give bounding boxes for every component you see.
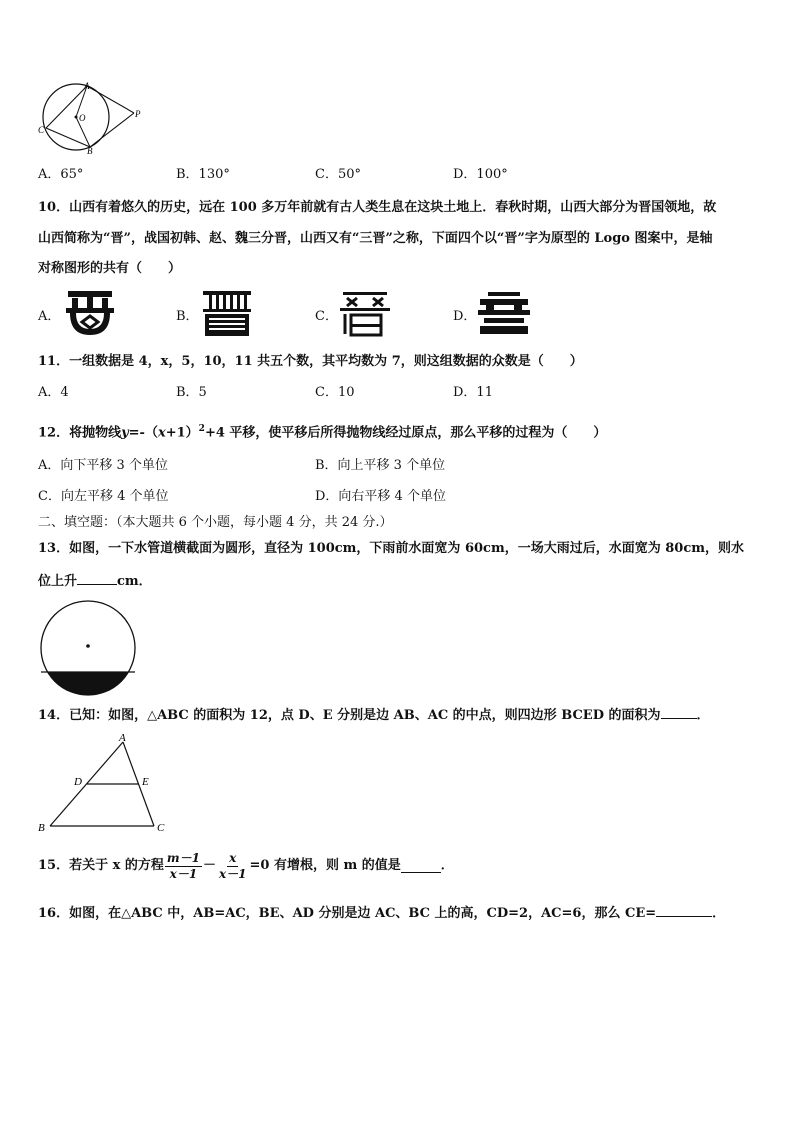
q10-line-1: 10．山西有着悠久的历史，远在 100 多万年前就有古人类生息在这块土地上．春秋时期，山西大部分为晋国领地，故 bbox=[38, 200, 717, 215]
q10-line-3: 对称图形的共有（ ） bbox=[38, 261, 182, 276]
q14-label-a: A bbox=[119, 732, 126, 744]
q14-label-b: B bbox=[38, 822, 45, 834]
q12-option-d: D．向右平移 4 个单位 bbox=[315, 489, 446, 504]
q14-stem bbox=[38, 706, 710, 725]
q9-figure bbox=[34, 80, 154, 155]
q15-fraction-2-numerator: x bbox=[229, 850, 237, 865]
q10-option-d-label: D． bbox=[453, 309, 477, 324]
q9-label-a: A bbox=[84, 81, 90, 91]
q15-stem-end: ． bbox=[440, 858, 454, 873]
q10-option-b-label: B． bbox=[176, 309, 199, 324]
q16-answer-blank[interactable] bbox=[656, 904, 712, 917]
q12-option-c: C．向左平移 4 个单位 bbox=[38, 489, 169, 504]
q9-label-p: P bbox=[135, 109, 141, 119]
section-heading-fill-in: 二、填空题：（本大题共 6 个小题，每小题 4 分，共 24 分.） bbox=[38, 515, 393, 530]
q12-stem bbox=[38, 420, 606, 442]
q13-center-dot bbox=[86, 644, 90, 648]
q10-option-a-label: A． bbox=[38, 309, 61, 324]
q9-label-b: B bbox=[87, 146, 93, 155]
q13-pipe-figure bbox=[36, 600, 140, 698]
q14-label-e: E bbox=[142, 776, 149, 788]
q13-line-2-post: cm． bbox=[117, 574, 152, 589]
q15-fraction-1-denominator: x－1 bbox=[169, 866, 198, 881]
jin-logo-c-icon bbox=[337, 288, 393, 338]
q15-fraction-2 bbox=[217, 851, 249, 882]
jin-logo-d-icon bbox=[476, 288, 532, 338]
q9-option-a: A．65° bbox=[38, 167, 84, 182]
q15-fraction-2-denominator: x－1 bbox=[218, 866, 247, 881]
q12-option-a: A．向下平移 3 个单位 bbox=[38, 458, 168, 473]
jin-logo-b-icon bbox=[199, 288, 255, 338]
q13-line-2-pre: 位上升 bbox=[38, 574, 78, 589]
q13-water-region bbox=[36, 672, 140, 698]
q9-option-b: B．130° bbox=[176, 167, 230, 182]
q14-stem-text: 14．已知：如图，△ABC 的面积为 12，点 D、E 分别是边 AB、AC 的中点，则四边形 BCED 的面积为 bbox=[38, 708, 661, 723]
q15-answer-blank[interactable] bbox=[401, 860, 441, 873]
q10-option-c-label: C． bbox=[315, 309, 338, 324]
q9-chord-cb bbox=[46, 128, 90, 147]
jin-logo-a-icon bbox=[62, 288, 118, 338]
q15-fraction-1-numerator: m－1 bbox=[166, 850, 200, 865]
q12-option-b: B．向上平移 3 个单位 bbox=[315, 458, 446, 473]
q10-line-2: 山西简称为“晋”，战国初韩、赵、魏三分晋，山西又有“三晋”之称，下面四个以“晋”字为原型的 Logo 图案中，是轴 bbox=[38, 231, 713, 246]
q12-expr-x: x bbox=[157, 425, 166, 441]
q11-stem: 11．一组数据是 4，x，5，10，11 共五个数，其平均数为 7，则这组数据的众数是（ ） bbox=[38, 354, 583, 369]
q11-option-a: A．4 bbox=[38, 385, 69, 400]
q12-stem-pre: 12．将抛物线 bbox=[38, 425, 122, 441]
q15-stem-post: =0 有增根，则 m 的值是 bbox=[249, 858, 401, 873]
q14-label-c: C bbox=[157, 822, 165, 834]
q12-expr-sup: 2 bbox=[198, 424, 205, 434]
q12-expr-tail: +4 平移，使平移后所得抛物线经过原点，那么平移的过程为（ ） bbox=[204, 425, 607, 441]
q13-line-1: 13．如图，一下水管道横截面为圆形，直径为 100cm，下雨前水面宽为 60cm，一场大雨过后，水面宽为 80cm，则水 bbox=[38, 541, 744, 556]
q16-stem-end: ． bbox=[712, 906, 726, 921]
q11-option-d: D．11 bbox=[453, 385, 493, 400]
q15-minus: － bbox=[202, 858, 216, 873]
q9-option-c: C．50° bbox=[315, 167, 361, 182]
q9-label-o: O bbox=[79, 113, 86, 123]
q9-option-d: D．100° bbox=[453, 167, 508, 182]
q9-tangent-pa bbox=[87, 86, 134, 113]
q11-option-c: C．10 bbox=[315, 385, 355, 400]
q9-label-c: C bbox=[38, 125, 45, 135]
q9-center-dot bbox=[75, 116, 78, 119]
q14-stem-end: ． bbox=[696, 708, 710, 723]
q11-option-b: B．5 bbox=[176, 385, 207, 400]
q12-expr-y: y bbox=[121, 425, 129, 441]
q15-stem-pre: 15．若关于 x 的方程 bbox=[38, 858, 164, 873]
q12-expr-mid: =-（ bbox=[128, 425, 158, 441]
q15-fraction-1 bbox=[165, 851, 202, 882]
q13-line-2 bbox=[38, 572, 152, 591]
q14-triangle-figure bbox=[36, 728, 176, 836]
q15-stem bbox=[38, 848, 454, 884]
q14-label-d: D bbox=[74, 776, 82, 788]
q13-answer-blank[interactable] bbox=[77, 572, 117, 585]
q14-answer-blank[interactable] bbox=[661, 706, 697, 719]
q16-stem bbox=[38, 904, 725, 923]
q12-expr-close: +1） bbox=[165, 425, 199, 441]
q16-stem-text: 16．如图，在△ABC 中，AB=AC，BE、AD 分别是边 AC、BC 上的高，CD=2，AC=6，那么 CE= bbox=[38, 906, 657, 921]
q9-tangent-pb bbox=[90, 113, 134, 147]
